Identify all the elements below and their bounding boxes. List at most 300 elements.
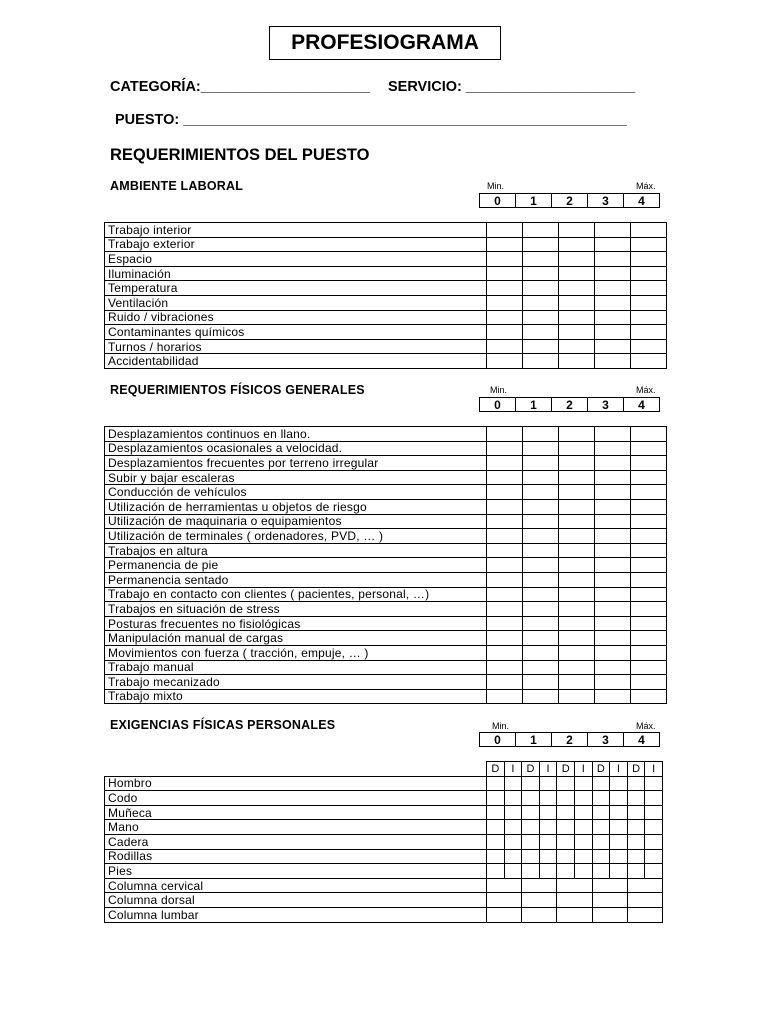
row-label: Permanencia de pie xyxy=(105,558,487,573)
rating-cell[interactable] xyxy=(487,791,505,806)
rating-cell[interactable] xyxy=(631,237,667,252)
row-label: Trabajos en altura xyxy=(105,543,487,558)
rating-cell[interactable] xyxy=(559,252,595,267)
table-row xyxy=(105,470,667,485)
rating-cell[interactable] xyxy=(487,470,523,485)
rating-cell[interactable] xyxy=(610,864,628,879)
rating-cell[interactable] xyxy=(631,441,667,456)
rating-cell[interactable] xyxy=(487,281,523,296)
rating-cell[interactable] xyxy=(559,354,595,369)
rating-cell[interactable] xyxy=(559,310,595,325)
rating-cell[interactable] xyxy=(645,864,663,879)
rating-cell[interactable] xyxy=(627,820,645,835)
rating-cell[interactable] xyxy=(559,237,595,252)
row-label: Codo xyxy=(105,791,487,806)
rating-cell[interactable] xyxy=(559,427,595,442)
rating-cell[interactable] xyxy=(595,325,631,340)
table-row xyxy=(105,252,667,267)
rating-cell[interactable] xyxy=(523,252,559,267)
rating-cell[interactable] xyxy=(559,470,595,485)
rating-cell[interactable] xyxy=(631,558,667,573)
rating-cell[interactable] xyxy=(595,252,631,267)
rating-cell[interactable] xyxy=(487,616,523,631)
rating-cell[interactable] xyxy=(522,805,540,820)
exigencias-title: EXIGENCIAS FÍSICAS PERSONALES xyxy=(110,718,336,732)
exigencias-scale xyxy=(479,732,660,747)
rating-cell[interactable] xyxy=(627,878,662,893)
rating-cell[interactable] xyxy=(631,325,667,340)
rating-cell[interactable] xyxy=(592,820,610,835)
rating-cell[interactable] xyxy=(631,675,667,690)
rating-cell[interactable] xyxy=(487,354,523,369)
side-header-row xyxy=(105,762,663,777)
rating-cell[interactable] xyxy=(631,339,667,354)
rating-cell[interactable] xyxy=(559,572,595,587)
rating-cell[interactable] xyxy=(487,266,523,281)
rating-cell[interactable] xyxy=(559,558,595,573)
rating-cell[interactable] xyxy=(522,776,540,791)
rating-cell[interactable] xyxy=(487,776,505,791)
rating-cell[interactable] xyxy=(504,834,522,849)
rating-cell[interactable] xyxy=(559,295,595,310)
rating-cell[interactable] xyxy=(631,485,667,500)
rating-cell[interactable] xyxy=(574,791,592,806)
rating-cell[interactable] xyxy=(523,223,559,238)
rating-cell[interactable] xyxy=(487,237,523,252)
table-row xyxy=(105,325,667,340)
rating-cell[interactable] xyxy=(487,310,523,325)
rating-cell[interactable] xyxy=(487,543,523,558)
scale-value: 0 xyxy=(480,194,516,208)
rating-cell[interactable] xyxy=(487,572,523,587)
rating-cell[interactable] xyxy=(627,805,645,820)
rating-cell[interactable] xyxy=(487,849,505,864)
row-label: Mano xyxy=(105,820,487,835)
rating-cell[interactable] xyxy=(645,791,663,806)
ambiente-scale xyxy=(479,193,660,208)
rating-cell[interactable] xyxy=(487,805,505,820)
fisicos-table xyxy=(104,426,667,704)
rating-cell[interactable] xyxy=(487,587,523,602)
rating-cell[interactable] xyxy=(610,776,628,791)
rating-cell[interactable] xyxy=(487,820,505,835)
rating-cell[interactable] xyxy=(504,805,522,820)
rating-cell[interactable] xyxy=(574,849,592,864)
rating-cell[interactable] xyxy=(487,325,523,340)
rating-cell[interactable] xyxy=(539,864,557,879)
table-row xyxy=(105,558,667,573)
rating-cell[interactable] xyxy=(559,689,595,704)
row-label: Permanencia sentado xyxy=(105,572,487,587)
rating-cell[interactable] xyxy=(631,587,667,602)
rating-cell[interactable] xyxy=(631,660,667,675)
rating-cell[interactable] xyxy=(595,266,631,281)
rating-cell[interactable] xyxy=(595,645,631,660)
scale-value: 3 xyxy=(588,398,624,412)
rating-cell[interactable] xyxy=(631,572,667,587)
rating-cell[interactable] xyxy=(631,310,667,325)
rating-cell[interactable] xyxy=(627,776,645,791)
rating-cell[interactable] xyxy=(574,805,592,820)
row-label: Espacio xyxy=(105,252,487,267)
rating-cell[interactable] xyxy=(559,281,595,296)
row-label: Utilización de terminales ( ordenadores, PVD, … ) xyxy=(105,529,487,544)
table-row xyxy=(105,456,667,471)
rating-cell[interactable] xyxy=(595,339,631,354)
rating-cell[interactable] xyxy=(631,499,667,514)
rating-cell[interactable] xyxy=(487,864,505,879)
rating-cell[interactable] xyxy=(559,645,595,660)
rating-cell[interactable] xyxy=(523,470,559,485)
rating-cell[interactable] xyxy=(595,602,631,617)
rating-cell[interactable] xyxy=(487,456,523,471)
rating-cell[interactable] xyxy=(504,776,522,791)
categoria-field[interactable]: _____________________ xyxy=(200,79,371,95)
scale-value: 1 xyxy=(516,733,552,747)
rating-cell[interactable] xyxy=(592,893,627,908)
rating-cell[interactable] xyxy=(595,660,631,675)
rating-cell[interactable] xyxy=(557,907,592,922)
side-label: I xyxy=(645,762,663,777)
rating-cell[interactable] xyxy=(559,616,595,631)
rating-cell[interactable] xyxy=(522,893,557,908)
rating-cell[interactable] xyxy=(523,645,559,660)
rating-cell[interactable] xyxy=(559,675,595,690)
rating-cell[interactable] xyxy=(522,864,540,879)
table-row xyxy=(105,645,667,660)
rating-cell[interactable] xyxy=(610,805,628,820)
rating-cell[interactable] xyxy=(559,441,595,456)
rating-cell[interactable] xyxy=(523,339,559,354)
rating-cell[interactable] xyxy=(522,878,557,893)
rating-cell[interactable] xyxy=(559,602,595,617)
rating-cell[interactable] xyxy=(631,529,667,544)
rating-cell[interactable] xyxy=(523,675,559,690)
servicio-label: SERVICIO: xyxy=(388,79,462,95)
table-row xyxy=(105,660,667,675)
rating-cell[interactable] xyxy=(487,223,523,238)
row-label: Utilización de herramientas u objetos de riesgo xyxy=(105,499,487,514)
rating-cell[interactable] xyxy=(504,791,522,806)
rating-cell[interactable] xyxy=(522,791,540,806)
rating-cell[interactable] xyxy=(595,514,631,529)
rating-cell[interactable] xyxy=(631,223,667,238)
rating-cell[interactable] xyxy=(523,441,559,456)
rating-cell[interactable] xyxy=(645,776,663,791)
rating-cell[interactable] xyxy=(523,295,559,310)
rating-cell[interactable] xyxy=(559,529,595,544)
side-label: I xyxy=(610,762,628,777)
rating-cell[interactable] xyxy=(595,310,631,325)
side-label: D xyxy=(627,762,645,777)
rating-cell[interactable] xyxy=(631,281,667,296)
rating-cell[interactable] xyxy=(559,339,595,354)
rating-cell[interactable] xyxy=(487,558,523,573)
rating-cell[interactable] xyxy=(631,514,667,529)
rating-cell[interactable] xyxy=(595,558,631,573)
rating-cell[interactable] xyxy=(523,266,559,281)
rating-cell[interactable] xyxy=(574,864,592,879)
rating-cell[interactable] xyxy=(627,907,662,922)
rating-cell[interactable] xyxy=(487,675,523,690)
table-row xyxy=(105,631,667,646)
scale-value: 2 xyxy=(552,194,588,208)
rating-cell[interactable] xyxy=(645,820,663,835)
rating-cell[interactable] xyxy=(610,834,628,849)
rating-cell[interactable] xyxy=(557,805,575,820)
row-label: Columna lumbar xyxy=(105,907,487,922)
scale-value: 4 xyxy=(624,733,660,747)
rating-cell[interactable] xyxy=(487,529,523,544)
rating-cell[interactable] xyxy=(631,354,667,369)
rating-cell[interactable] xyxy=(592,878,627,893)
rating-cell[interactable] xyxy=(574,776,592,791)
row-label: Iluminación xyxy=(105,266,487,281)
rating-cell[interactable] xyxy=(557,776,575,791)
rating-cell[interactable] xyxy=(523,529,559,544)
rating-cell[interactable] xyxy=(595,572,631,587)
rating-cell[interactable] xyxy=(595,223,631,238)
rating-cell[interactable] xyxy=(595,616,631,631)
rating-cell[interactable] xyxy=(487,252,523,267)
row-label: Ruido / vibraciones xyxy=(105,310,487,325)
rating-cell[interactable] xyxy=(631,602,667,617)
rating-cell[interactable] xyxy=(592,776,610,791)
rating-cell[interactable] xyxy=(559,660,595,675)
rating-cell[interactable] xyxy=(539,805,557,820)
rating-cell[interactable] xyxy=(487,893,522,908)
table-row xyxy=(105,587,667,602)
row-label: Pies xyxy=(105,864,487,879)
rating-cell[interactable] xyxy=(523,660,559,675)
rating-cell[interactable] xyxy=(523,456,559,471)
table-row xyxy=(105,266,667,281)
rating-cell[interactable] xyxy=(631,456,667,471)
row-label: Temperatura xyxy=(105,281,487,296)
rating-cell[interactable] xyxy=(595,427,631,442)
rating-cell[interactable] xyxy=(557,834,575,849)
row-label: Ventilación xyxy=(105,295,487,310)
rating-cell[interactable] xyxy=(559,266,595,281)
rating-cell[interactable] xyxy=(595,499,631,514)
rating-cell[interactable] xyxy=(627,834,645,849)
rating-cell[interactable] xyxy=(559,223,595,238)
rating-cell[interactable] xyxy=(557,878,592,893)
rating-cell[interactable] xyxy=(595,470,631,485)
rating-cell[interactable] xyxy=(557,864,575,879)
scale-value: 0 xyxy=(480,398,516,412)
rating-cell[interactable] xyxy=(627,849,645,864)
rating-cell[interactable] xyxy=(595,529,631,544)
rating-cell[interactable] xyxy=(487,907,522,922)
rating-cell[interactable] xyxy=(631,266,667,281)
side-label: D xyxy=(592,762,610,777)
section-title: REQUERIMIENTOS DEL PUESTO xyxy=(110,146,370,164)
rating-cell[interactable] xyxy=(487,485,523,500)
rating-cell[interactable] xyxy=(522,834,540,849)
rating-cell[interactable] xyxy=(523,485,559,500)
rating-cell[interactable] xyxy=(595,237,631,252)
rating-cell[interactable] xyxy=(523,616,559,631)
rating-cell[interactable] xyxy=(592,805,610,820)
rating-cell[interactable] xyxy=(523,325,559,340)
table-row xyxy=(105,572,667,587)
rating-cell[interactable] xyxy=(504,820,522,835)
rating-cell[interactable] xyxy=(522,849,540,864)
table-row xyxy=(105,849,663,864)
rating-cell[interactable] xyxy=(557,820,575,835)
rating-cell[interactable] xyxy=(559,631,595,646)
rating-cell[interactable] xyxy=(487,441,523,456)
rating-cell[interactable] xyxy=(523,427,559,442)
categoria-line xyxy=(110,79,370,95)
rating-cell[interactable] xyxy=(487,631,523,646)
rating-cell[interactable] xyxy=(523,572,559,587)
rating-cell[interactable] xyxy=(539,849,557,864)
rating-cell[interactable] xyxy=(487,834,505,849)
rating-cell[interactable] xyxy=(631,689,667,704)
table-row xyxy=(105,675,667,690)
rating-cell[interactable] xyxy=(523,514,559,529)
scale-value: 1 xyxy=(516,194,552,208)
rating-cell[interactable] xyxy=(631,252,667,267)
row-label: Trabajo mixto xyxy=(105,689,487,704)
rating-cell[interactable] xyxy=(559,514,595,529)
rating-cell[interactable] xyxy=(523,689,559,704)
rating-cell[interactable] xyxy=(631,616,667,631)
row-label: Trabajo interior xyxy=(105,223,487,238)
scale-max-label: Máx. xyxy=(636,385,656,395)
rating-cell[interactable] xyxy=(523,499,559,514)
table-row xyxy=(105,529,667,544)
table-row xyxy=(105,820,663,835)
rating-cell[interactable] xyxy=(487,602,523,617)
table-row xyxy=(105,791,663,806)
rating-cell[interactable] xyxy=(487,427,523,442)
exigencias-table xyxy=(104,761,663,923)
rating-cell[interactable] xyxy=(610,791,628,806)
rating-cell[interactable] xyxy=(487,689,523,704)
puesto-field[interactable]: _______________________________________________________ xyxy=(183,112,627,128)
rating-cell[interactable] xyxy=(504,849,522,864)
rating-cell[interactable] xyxy=(592,907,627,922)
row-label: Trabajo manual xyxy=(105,660,487,675)
rating-cell[interactable] xyxy=(627,791,645,806)
side-label: I xyxy=(539,762,557,777)
rating-cell[interactable] xyxy=(559,499,595,514)
rating-cell[interactable] xyxy=(595,456,631,471)
rating-cell[interactable] xyxy=(631,645,667,660)
rating-cell[interactable] xyxy=(595,441,631,456)
scale-max-label: Máx. xyxy=(636,721,656,731)
rating-cell[interactable] xyxy=(574,820,592,835)
rating-cell[interactable] xyxy=(627,893,662,908)
rating-cell[interactable] xyxy=(645,834,663,849)
rating-cell[interactable] xyxy=(610,820,628,835)
rating-cell[interactable] xyxy=(592,834,610,849)
rating-cell[interactable] xyxy=(557,849,575,864)
rating-cell[interactable] xyxy=(539,776,557,791)
rating-cell[interactable] xyxy=(523,237,559,252)
rating-cell[interactable] xyxy=(559,543,595,558)
rating-cell[interactable] xyxy=(487,339,523,354)
rating-cell[interactable] xyxy=(522,907,557,922)
rating-cell[interactable] xyxy=(487,878,522,893)
rating-cell[interactable] xyxy=(523,558,559,573)
rating-cell[interactable] xyxy=(595,543,631,558)
rating-cell[interactable] xyxy=(559,587,595,602)
rating-cell[interactable] xyxy=(523,281,559,296)
rating-cell[interactable] xyxy=(487,295,523,310)
row-label: Muñeca xyxy=(105,805,487,820)
rating-cell[interactable] xyxy=(631,543,667,558)
rating-cell[interactable] xyxy=(559,485,595,500)
rating-cell[interactable] xyxy=(631,295,667,310)
rating-cell[interactable] xyxy=(592,791,610,806)
rating-cell[interactable] xyxy=(487,499,523,514)
rating-cell[interactable] xyxy=(595,689,631,704)
rating-cell[interactable] xyxy=(487,514,523,529)
rating-cell[interactable] xyxy=(523,602,559,617)
rating-cell[interactable] xyxy=(595,587,631,602)
rating-cell[interactable] xyxy=(610,849,628,864)
rating-cell[interactable] xyxy=(595,354,631,369)
row-label: Trabajo en contacto con clientes ( pacientes, personal, …) xyxy=(105,587,487,602)
rating-cell[interactable] xyxy=(487,660,523,675)
rating-cell[interactable] xyxy=(539,791,557,806)
rating-cell[interactable] xyxy=(595,675,631,690)
rating-cell[interactable] xyxy=(539,820,557,835)
table-row xyxy=(105,616,667,631)
rating-cell[interactable] xyxy=(523,631,559,646)
rating-cell[interactable] xyxy=(522,820,540,835)
rating-cell[interactable] xyxy=(595,295,631,310)
row-label: Desplazamientos frecuentes por terreno irregular xyxy=(105,456,487,471)
rating-cell[interactable] xyxy=(523,310,559,325)
rating-cell[interactable] xyxy=(595,631,631,646)
table-row xyxy=(105,543,667,558)
rating-cell[interactable] xyxy=(595,281,631,296)
rating-cell[interactable] xyxy=(487,645,523,660)
servicio-field[interactable]: _____________________ xyxy=(465,79,636,95)
table-row xyxy=(105,354,667,369)
rating-cell[interactable] xyxy=(557,893,592,908)
rating-cell[interactable] xyxy=(574,834,592,849)
rating-cell[interactable] xyxy=(523,543,559,558)
rating-cell[interactable] xyxy=(645,849,663,864)
rating-cell[interactable] xyxy=(631,470,667,485)
rating-cell[interactable] xyxy=(504,864,522,879)
rating-cell[interactable] xyxy=(595,485,631,500)
scale-value: 4 xyxy=(624,194,660,208)
rating-cell[interactable] xyxy=(627,864,645,879)
rating-cell[interactable] xyxy=(523,354,559,369)
rating-cell[interactable] xyxy=(539,834,557,849)
rating-cell[interactable] xyxy=(631,427,667,442)
rating-cell[interactable] xyxy=(592,864,610,879)
rating-cell[interactable] xyxy=(523,587,559,602)
rating-cell[interactable] xyxy=(557,791,575,806)
row-label: Cadera xyxy=(105,834,487,849)
rating-cell[interactable] xyxy=(559,456,595,471)
rating-cell[interactable] xyxy=(631,631,667,646)
row-label: Trabajo exterior xyxy=(105,237,487,252)
row-label: Columna dorsal xyxy=(105,893,487,908)
rating-cell[interactable] xyxy=(559,325,595,340)
rating-cell[interactable] xyxy=(645,805,663,820)
row-label: Rodillas xyxy=(105,849,487,864)
rating-cell[interactable] xyxy=(592,849,610,864)
